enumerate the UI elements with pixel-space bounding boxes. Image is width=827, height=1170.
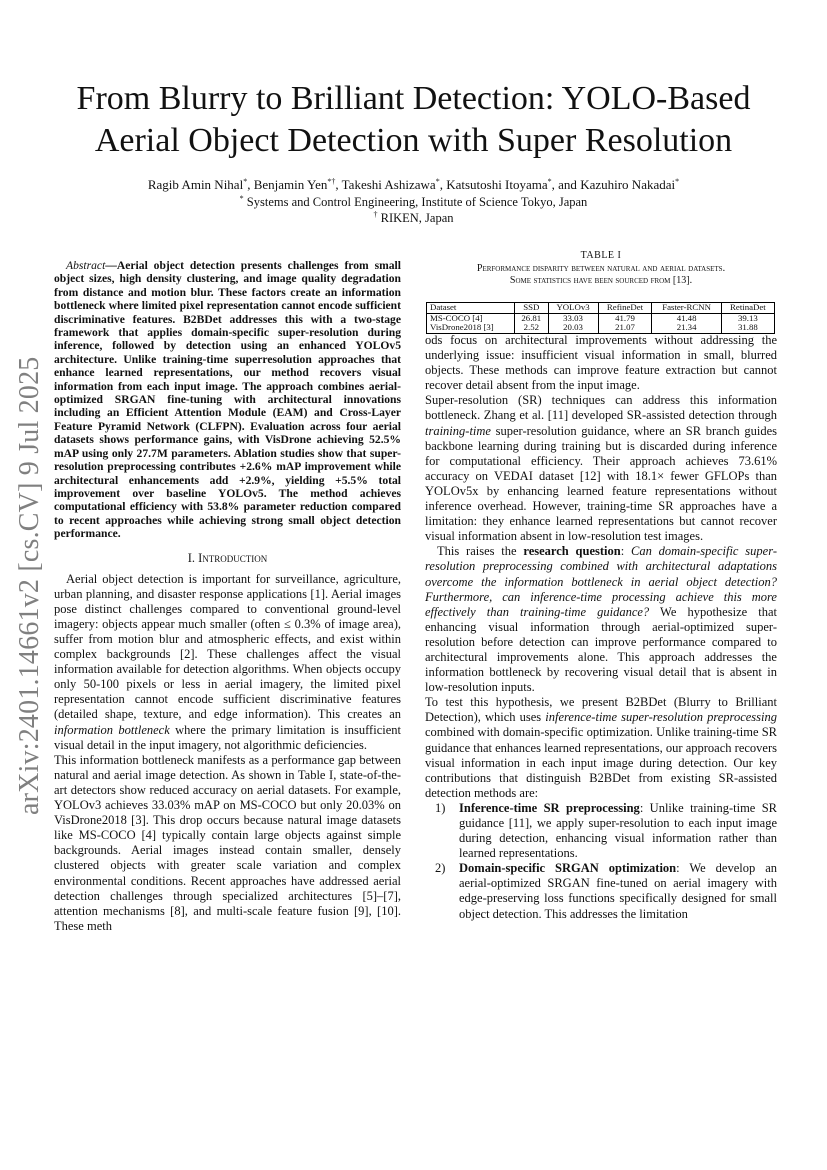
list-number: 1) <box>435 800 446 815</box>
table-cell: 31.88 <box>721 323 774 333</box>
table-header-row <box>427 303 775 314</box>
author-list <box>0 177 827 193</box>
author-mark: *† <box>327 177 336 186</box>
author-name: Kazuhiro Nakadai <box>580 177 676 192</box>
emphasis: training-time <box>425 423 491 438</box>
text: : Unlike training-time SR guidance [11], we apply super-resolution to each input image during detection, enhancing visual information rather than learned representations. <box>459 800 778 861</box>
performance-table <box>426 302 775 334</box>
author-name: Ragib Amin Nihal <box>147 177 244 192</box>
table-cell: 41.48 <box>652 313 721 323</box>
text: To test this hypothesis, we present B2BDet (Blurry to Brilliant Detection), which uses <box>425 695 777 725</box>
left-column <box>54 259 401 934</box>
abstract-text: Aerial object detection presents challenges from small object sizes, high density clustering, and image quality degradation from distance and motion blur. These factors create an information bottleneck where limited pixel representation cannot encode sufficient discriminative features. B2BDet addresses this with a two-stage framework that applies domain-specific super-resolution during inference, followed by detection using an enhanced YOLOv5 architecture. Unlike training-time superresolution approaches that enhance learned representations, our method recovers visual information from each input image. The approach combines aerial-optimized SRGAN fine-tuning with architectural innovations including an Efficient Attention Module (EAM) and Cross-Layer Feature Pyramid Network (CLFPN). Evaluation across four aerial datasets shows performance gains, with VisDrone achieving 52.5% mAP using only 27.7M parameters. Ablation studies show that super-resolution preprocessing contributes +2.6% mAP improvement while architectural enhancements add +2.9%, yielding +5.5% total improvement over baseline YOLOv5. The method achieves computational efficiency with 53.8% parameter reduction compared to recent approaches while achieving strong small object detection performance. <box>54 259 401 541</box>
bold-text: research question <box>523 544 621 559</box>
abstract <box>54 259 401 541</box>
table-cell: 21.34 <box>652 323 721 333</box>
affiliation-mark: * <box>239 194 244 203</box>
affiliation-text: Systems and Control Engineering, Institute of Science Tokyo, Japan <box>243 195 588 209</box>
separator: , and <box>551 177 581 192</box>
text: We hypothesize that enhancing visual information through aerial-optimized super-resolution before detection can improve performance compared to architectural improvements alone. This approach addresses the information bottleneck by recovering visual detail that is absent in low-resolution inputs. <box>425 604 777 695</box>
table-caption <box>425 250 777 288</box>
abstract-label: Abstract <box>66 259 106 272</box>
text: super-resolution guidance, where an SR branch guides backbone learning during training but is discarded during inference for computational efficiency. Their approach achieves 73.61% accuracy on VEDAI dataset [12] with 18.1× fewer GFLOPs than YOLOv5x by enhancing learned feature representations without inference overhead. However, training-time SR approaches have a limitation: they enhance learned representations but cannot recover visual information absent in low-resolution test images. <box>425 423 777 544</box>
table-cell: 41.79 <box>598 313 652 323</box>
paper-title <box>0 78 827 162</box>
author-mark: * <box>435 177 440 186</box>
table-cell: VisDrone2018 [3] <box>427 323 515 333</box>
intro-paragraph-4 <box>425 544 777 695</box>
arxiv-stamp: arXiv:2401.14661v2 [cs.CV] 9 Jul 2025 <box>14 356 45 815</box>
affiliation-text: RIKEN, Japan <box>377 211 454 225</box>
list-number: 2) <box>435 861 446 876</box>
intro-paragraph-2: This information bottleneck manifests as a performance gap between natural and aerial image detection. As shown in Table I, state-of-the-art detectors show reduced accuracy on aerial datasets. For example, YOLOv3 achieves 33.03% mAP on MS-COCO but only 20.03% on VisDrone2018 [3]. This drop occurs because natural image datasets like MS-COCO [4] typically contain large objects against simple backgrounds. Aerial images instead contain smaller, densely clustered objects with greater scale variation and complex environmental conditions. Recent approaches have addressed aerial detection challenges through specialized architectures [5]–[7], attention mechanisms [8], and multi-scale feature fusion [9], [10]. These meth <box>54 752 401 933</box>
author-name: Benjamin Yen <box>253 177 328 192</box>
table-row <box>427 323 775 333</box>
contributions-list <box>425 801 777 922</box>
column-header: YOLOv3 <box>548 303 598 314</box>
table-cell: 21.07 <box>598 323 652 333</box>
affiliation-1 <box>0 195 827 210</box>
emphasis: inference-time super-resolution preprocessing <box>545 710 778 725</box>
text: Super-resolution (SR) techniques can address this information bottleneck. Zhang et al. [11] developed SR-assisted detection through <box>425 393 777 423</box>
title-line-1: From Blurry to Brilliant Detection: YOLO-Based <box>76 80 751 117</box>
emphasis: information bottleneck <box>54 722 170 737</box>
table-label: TABLE I <box>580 250 622 261</box>
column-header: SSD <box>515 303 548 314</box>
intro-paragraph-5 <box>425 695 777 801</box>
column-header: RefineDet <box>598 303 652 314</box>
table-cell: MS-COCO [4] <box>427 313 515 323</box>
author-name: Takeshi Ashizawa <box>341 177 436 192</box>
abstract-dash: — <box>105 259 117 272</box>
separator: , <box>247 177 254 192</box>
table-caption-line-1: Performance disparity between natural and aerial datasets. <box>476 262 726 274</box>
affiliation-mark: † <box>373 210 378 219</box>
column-header: Dataset <box>427 303 515 314</box>
text: : <box>620 544 631 559</box>
section-heading-introduction: I. Introduction <box>187 550 268 565</box>
text: This raises the <box>437 544 524 559</box>
title-line-2: Aerial Object Detection with Super Resolution <box>94 122 733 159</box>
table-cell: 26.81 <box>515 313 548 323</box>
table-caption-line-2: Some statistics have been sourced from [13]. <box>509 275 693 286</box>
intro-paragraph-3 <box>425 393 777 544</box>
list-item <box>435 800 778 861</box>
bold-text: Domain-specific SRGAN optimization <box>459 861 677 876</box>
author-mark: * <box>243 177 248 186</box>
table-cell: 2.52 <box>515 323 548 333</box>
text: where the primary limitation is insufficient visual detail in the input imagery, not algorithmic deficiencies. <box>54 722 401 752</box>
table-cell: 39.13 <box>721 313 774 323</box>
column-header: RetinaDet <box>721 303 774 314</box>
author-name: Katsutoshi Itoyama <box>446 177 548 192</box>
separator: , <box>335 177 342 192</box>
bold-text: Inference-time SR preprocessing <box>459 800 640 815</box>
list-item <box>435 861 777 921</box>
separator: , <box>439 177 447 192</box>
text: combined with domain-specific optimization. Unlike training-time SR guidance that enhances learned representations, our approach recovers visual information in each input image during detection. Our key contributions that distinguish B2BDet from existing SR-assisted detection methods are: <box>425 725 777 800</box>
right-column <box>425 333 777 922</box>
affiliation-2 <box>0 211 827 226</box>
table-cell: 20.03 <box>548 323 598 333</box>
author-mark: * <box>547 177 552 186</box>
text: : We develop an aerial-optimized SRGAN fine-tuned on aerial imagery with edge-preserving loss functions specifically designed for small object detection. This addresses the limitation <box>459 861 777 921</box>
author-mark: * <box>675 177 680 186</box>
table-cell: 33.03 <box>548 313 598 323</box>
emphasis: Can domain-specific super-resolution preprocessing combined with architectural adaptations overcome the information bottleneck in aerial object detection? Furthermore, can inference-time processing achieve this more effectively than training-time guidance? <box>425 544 777 619</box>
text: Aerial object detection is important for surveillance, agriculture, urban planning, and disaster response applications [1]. Aerial images pose distinct challenges compared to conventional ground-level imagery: objects appear much smaller (often ≤ 0.3% of image area), suffer from motion blur and atmospheric effects, and exist within complex backgrounds [2]. These challenges affect the visual information available for detection algorithms. When objects occupy only 50-100 pixels or less in aerial imagery, the limited pixel representation cannot encode sufficient discriminative features (detailed shape, texture, and edge information). This creates an <box>54 571 401 722</box>
intro-paragraph-2-continued: ods focus on architectural improvements without addressing the underlying issue: insufficient visual information in small, blurred objects. These methods can improve feature extraction but cannot recover detail absent from the input image. <box>425 333 777 393</box>
intro-paragraph-1 <box>54 572 401 753</box>
column-header: Faster-RCNN <box>652 303 721 314</box>
